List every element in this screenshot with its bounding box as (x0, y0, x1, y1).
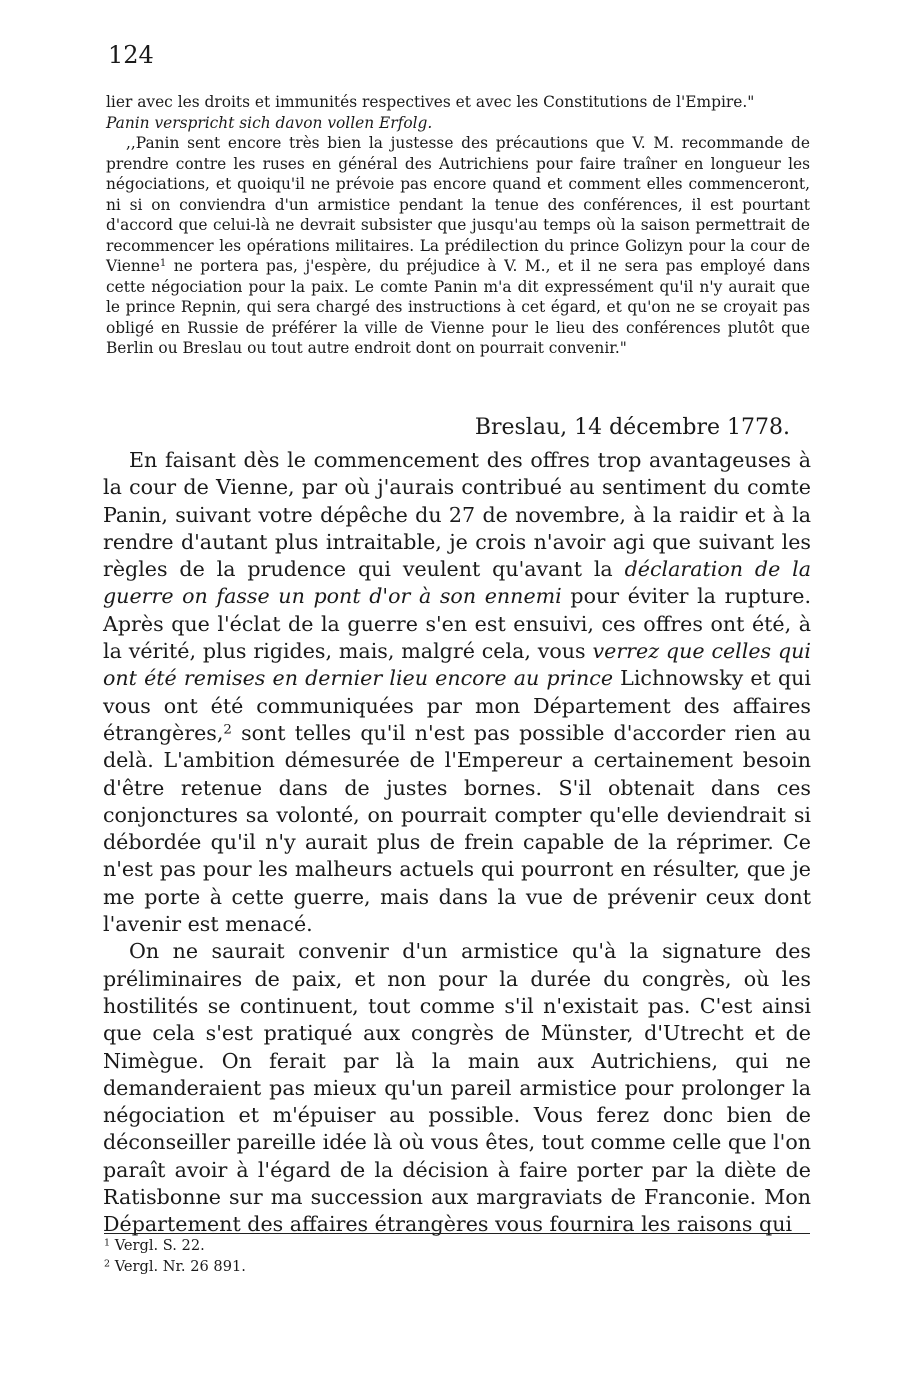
quote-text-part-b: ne portera pas, j'espère, du préjudice à V. M., et il ne sera pas employé dans cette négociation pour la paix. Le comte Panin m'a dit expressément qu'il n'y aurait que le prince Repnin, qui sera chargé des instructions à cet égard, et qu'on ne se croyait pas obligé en Russie de préférer la ville de Vienne pour le lieu des conférences plutôt que Berlin ou Breslau ou tout autre endroit dont on pourrait convenir." (106, 257, 810, 357)
footnote-2 (104, 1256, 246, 1277)
paragraph-1-part-b: pour éviter la rupture. Après que l'éclat de la guerre s'en est ensuivi, ces offres ont été, à la vérité, plus rigides, mais, malgré cela, vous (103, 584, 811, 664)
footnote-marker: 2 (104, 1258, 111, 1270)
footnote-text: Vergl. S. 22. (114, 1237, 205, 1254)
body-paragraph-2: On ne saurait convenir d'un armistice qu'à la signature des préliminaires de paix, et non pour la durée du congrès, où les hostilités se continuent, tout comme s'il n'existait pas. C'est ainsi que cela s'est pratiqué aux congrès de Münster, d'Utrecht et de Nimègue. On ferait par là la main aux Autrichiens, qui ne demanderaient pas mieux qu'un pareil armistice pour prolonger la négociation et m'épuiser au possible. Vous ferez donc bien de déconseiller pareille idée là où vous êtes, tout comme celle que l'on paraît avoir à l'égard de la décision à faire porter par la diète de Ratisbonne sur ma succession aux margraviats de Franconie. Mon Département des affaires étrangères vous fournira les raisons qui (103, 939, 811, 1237)
quote-paragraph (106, 133, 810, 359)
letter-body (103, 447, 811, 1239)
quote-closing-line: lier avec les droits et immunités respectives et avec les Constitutions de l'Empire." (106, 93, 755, 111)
paragraph-1-italic-2: verrez que celles qui ont été remises en dernier lieu encore au prince (103, 639, 811, 691)
quote-remark: Panin verspricht sich davon vollen Erfolg. (106, 113, 433, 132)
footnotes (104, 1235, 246, 1277)
footnote-1 (104, 1235, 246, 1256)
paragraph-1-part-a: En faisant dès le commencement des offres trop avantageuses à la cour de Vienne, par où j'aurais contribué au sentiment du comte Panin, suivant votre dépêche du 27 de novembre, à la raidir et à la rendre d'autant plus intraitable, je crois n'avoir agi que suivant les règles de la prudence qui veulent qu'avant la (103, 448, 811, 582)
letter-dateline: Breslau, 14 décembre 1778. (474, 415, 790, 440)
paragraph-1-part-d: sont telles qu'il n'est pas possible d'accorder rien au delà. L'ambition démesurée de l'Empereur a certainement besoin d'être retenue dans de justes bornes. S'il obtenait dans ces conjonctures sa volonté, on pourrait compter qu'elle deviendrait si débordée qu'il n'y aurait plus de frein capable de la réprimer. Ce n'est pas pour les malheurs actuels qui pourront en résulter, que je me porte à cette guerre, mais dans la vue de prévenir ceux dont l'avenir est menacé. (103, 720, 811, 937)
quoted-letter-block (106, 92, 810, 359)
footnote-text: Vergl. Nr. 26 891. (114, 1258, 246, 1275)
page-number: 124 (108, 41, 154, 69)
body-paragraph-1 (103, 447, 811, 938)
paragraph-1-part-c: Lichnowsky et qui vous ont été communiquées par mon Département des affaires étrangères, (103, 666, 811, 745)
footnote-reference-1: 1 (159, 258, 167, 269)
footnote-reference-2: 2 (223, 722, 232, 738)
paragraph-1-italic-1: déclaration de la guerre on fasse un pont d'or à son ennemi (103, 557, 811, 609)
footnote-marker: 1 (104, 1237, 111, 1249)
footnote-separator (104, 1233, 810, 1234)
quote-text-part-a: ,,Panin sent encore très bien la justesse des précautions que V. M. recommande de prendre contre les ruses en général des Autrichiens pour faire traîner en longueur les négociations, et quoiqu'il ne prévoie pas encore quand et comment elles commenceront, ni si on conviendra d'un armistice pendant la tenue des conférences, il est pourtant d'accord que celui-là ne devrait subsister que jusqu'au temps où la saison permettrait de recommencer les opérations militaires. La prédilection du prince Golizyn pour la cour de Vienne (106, 134, 810, 275)
